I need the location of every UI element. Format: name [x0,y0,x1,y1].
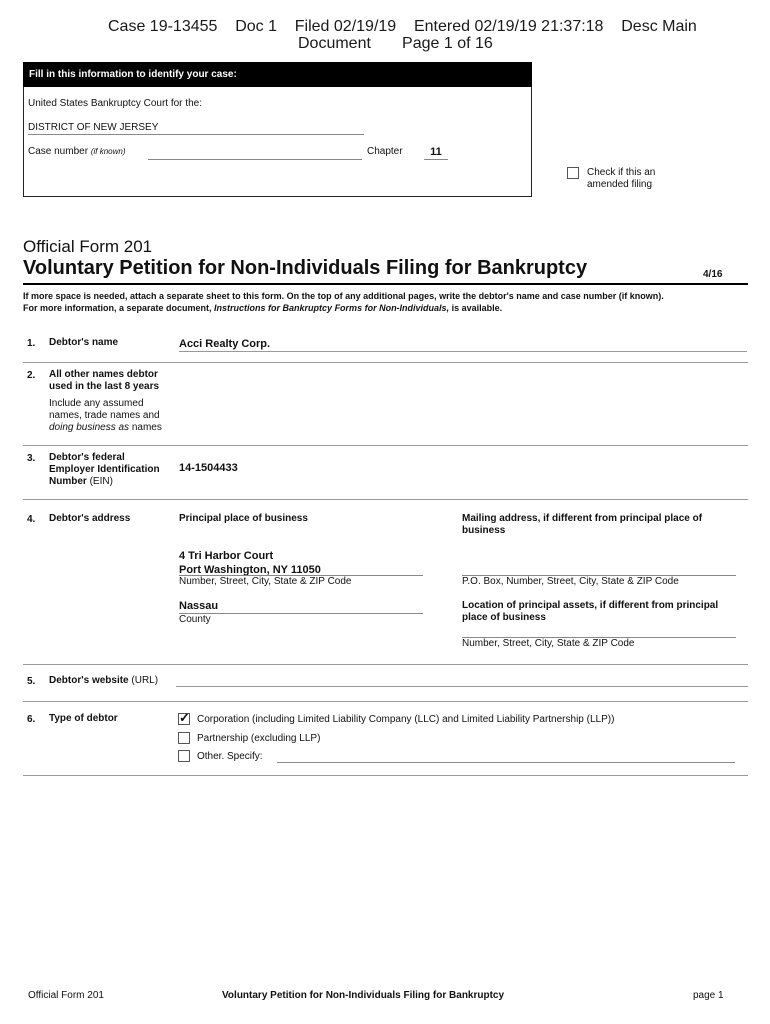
q5-label [49,675,158,687]
identify-case-header [23,62,532,87]
identify-case-box [23,87,532,197]
q3-number-word: Number [49,476,87,487]
county-field[interactable]: Nassau [179,600,219,612]
corporation-checkbox[interactable] [178,710,190,725]
divider-2 [23,445,748,446]
chapter-value[interactable]: 11 [424,146,448,160]
q3-label-line-3 [49,476,160,488]
amended-label-line-1: Check if this an [587,167,656,178]
q3-label-line-1: Debtor's federal [49,452,125,463]
q5-label-bold: Debtor's website [49,675,129,686]
case-number-input[interactable] [148,145,362,160]
instr-post: is available. [449,303,503,313]
identify-case-header-text: Fill in this information to identify your case: [29,69,237,80]
other-option-label: Other. Specify: [197,751,263,762]
partnership-option-label: Partnership (excluding LLP) [197,733,321,744]
q3-label [49,452,160,488]
case-number-label: Case number [28,146,89,157]
principal-assets-caption: Number, Street, City, State & ZIP Code [462,638,635,649]
divider-4 [23,664,748,665]
amended-filing-label [587,167,655,191]
q2-names: names [129,422,162,433]
chapter-label: Chapter [367,146,403,157]
ein-field[interactable]: 14-1504433 [179,462,238,474]
court-label: United States Bankruptcy Court for the: [28,98,202,109]
checkmark-icon: ✓ [179,710,190,725]
assets-header-line-2: place of business [462,612,546,623]
q1-label: Debtor's name [49,337,119,348]
instructions-line-1: If more space is needed, attach a separate sheet to this form. On the top of any additional pages, write the debtor's name and case number (if known). [23,291,664,301]
q2-label-line-1: All other names debtor [49,369,158,380]
divider-6 [23,775,748,776]
corporation-option-label: Corporation (including Limited Liability Company (LLC) and Limited Liability Partnership (LLP)) [197,714,615,725]
principal-address-field[interactable] [179,549,321,577]
q2-number: 2. [27,370,36,381]
partnership-checkbox[interactable] [178,732,190,744]
other-names-field[interactable] [179,370,747,383]
q2-label-line-2: used in the last 8 years [49,381,160,392]
divider-3 [23,499,748,500]
footer-form-number: Official Form 201 [28,990,104,1001]
mailing-header-line-1: Mailing address, if different from principal place of [462,513,703,524]
court-stamp-line-2: Document Page 1 of 16 [298,35,493,52]
q2-sub-line-2: names, trade names and [49,410,160,421]
q3-ein: (EIN) [86,476,113,487]
case-number-label-wrap [28,146,126,157]
other-specify-field[interactable] [277,762,735,763]
assets-header-line-1: Location of principal assets, if different from principal [462,600,719,611]
divider-5 [23,701,748,702]
other-checkbox[interactable] [178,750,190,762]
debtor-name-field[interactable]: Acci Realty Corp. [179,338,747,352]
amended-filing-checkbox[interactable] [567,167,579,179]
q6-number: 6. [27,714,36,725]
q6-label: Type of debtor [49,713,118,724]
divider-1 [23,362,748,363]
q4-number: 4. [27,514,36,525]
q1-number: 1. [27,338,36,349]
q2-dba: doing business as [49,422,130,433]
q5-label-url: (URL) [128,675,159,686]
q5-number: 5. [27,676,36,687]
mailing-header-line-2: business [462,525,506,536]
district-line [28,134,364,135]
principal-assets-header [462,600,718,624]
instructions [23,290,753,314]
district-value: DISTRICT OF NEW JERSEY [28,122,159,133]
form-revision: 4/16 [703,269,723,280]
q2-sublabel [49,398,162,434]
instructions-line-2 [23,302,753,314]
principal-address-caption: Number, Street, City, State & ZIP Code [179,576,352,587]
q2-label [49,369,159,393]
q3-label-line-2: Employer Identification [49,464,160,475]
amended-label-line-2: amended filing [587,179,653,190]
official-form-number: Official Form 201 [23,237,153,256]
county-line [179,613,423,614]
q2-sub-line-1: Include any assumed [49,398,144,409]
court-stamp-line-1: Case 19-13455 Doc 1 Filed 02/19/19 Entered 02/19/19 21:37:18 Desc Main [108,18,697,35]
principal-place-header: Principal place of business [179,513,308,524]
form-title: Voluntary Petition for Non-Individuals Filing for Bankruptcy [23,257,588,279]
footer-page-number: page 1 [693,990,724,1001]
q3-number: 3. [27,453,36,464]
q4-label: Debtor's address [49,513,131,524]
county-caption: County [179,614,211,625]
title-rule [23,283,748,285]
website-field[interactable] [176,673,748,687]
instr-doc-title: Instructions for Bankruptcy Forms for Non-Individuals, [214,303,450,313]
mailing-address-caption: P.O. Box, Number, Street, City, State & ZIP Code [462,576,679,587]
mailing-address-header [462,513,702,537]
q2-sub-line-3 [49,422,162,434]
instr-pre: For more information, a separate document, [23,303,215,313]
principal-city: Port Washington, NY 11050 [179,564,321,576]
footer-title: Voluntary Petition for Non-Individuals Filing for Bankruptcy [222,990,505,1001]
case-number-hint: (if known) [90,147,126,156]
principal-street: 4 Tri Harbor Court [179,550,274,562]
